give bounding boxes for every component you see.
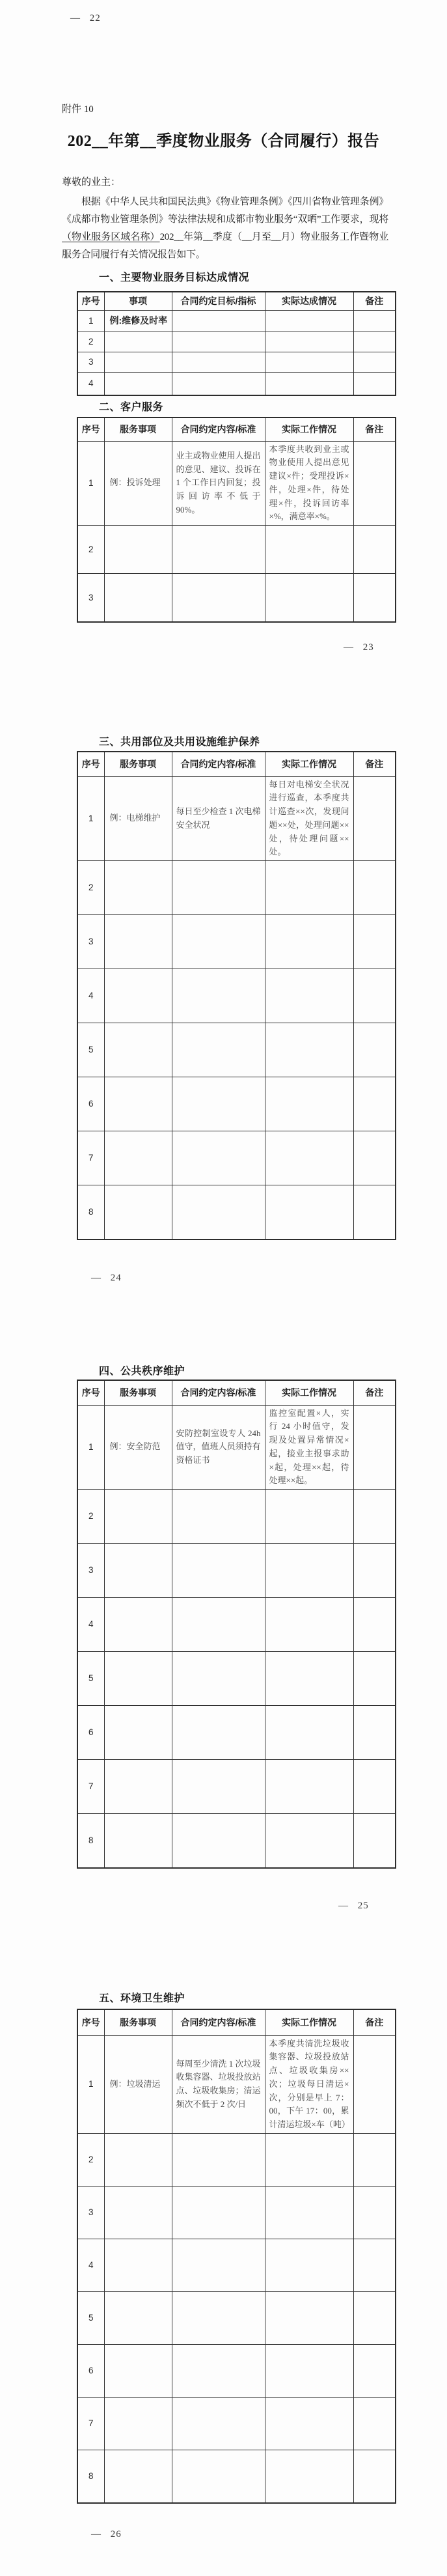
table-cell xyxy=(265,1131,353,1185)
table-header-cell: 备注 xyxy=(353,292,396,310)
row-index-cell: 8 xyxy=(77,1814,104,1868)
table-row xyxy=(77,1077,396,1131)
table-cell xyxy=(265,861,353,915)
table-cell xyxy=(104,1706,172,1760)
table-row xyxy=(77,2345,396,2398)
table-cell xyxy=(353,332,396,352)
table-cell xyxy=(172,861,265,915)
table-cell xyxy=(265,526,353,574)
table-cell xyxy=(104,2292,172,2345)
table-row xyxy=(77,2035,396,2134)
table-cell xyxy=(353,1131,396,1185)
page-number: — 22 xyxy=(70,13,101,23)
table-cell xyxy=(104,1077,172,1131)
attachment-label: 附件 10 xyxy=(62,104,94,115)
row-index-cell: 3 xyxy=(77,915,104,969)
table-cell xyxy=(353,915,396,969)
table-header-cell: 实际工作情况 xyxy=(265,1380,353,1405)
table-row xyxy=(77,1490,396,1544)
table-header-cell: 备注 xyxy=(353,2009,396,2035)
table-cell xyxy=(172,1760,265,1814)
table-cell: 业主或物业使用人提出的意见、建议、投诉在 1 个工作日内回复；投诉回访率不低于 90%。 xyxy=(172,441,265,526)
table-cell xyxy=(172,372,265,395)
table-row xyxy=(77,1760,396,1814)
table-cell xyxy=(353,2398,396,2450)
table-cell xyxy=(104,1814,172,1868)
table-cell xyxy=(172,969,265,1023)
table-row xyxy=(77,915,396,969)
table-row xyxy=(77,776,396,861)
section-heading-public-order: 四、公共秩序维护 xyxy=(99,1366,185,1377)
table-header-cell: 备注 xyxy=(353,418,396,441)
table-cell xyxy=(353,2450,396,2503)
table-cell: 例：投诉处理 xyxy=(104,441,172,526)
table-cell xyxy=(353,352,396,372)
row-index-cell: 7 xyxy=(77,2398,104,2450)
table-row xyxy=(77,1706,396,1760)
public-order-table xyxy=(77,1380,396,1869)
row-index-cell: 1 xyxy=(77,776,104,861)
table-row xyxy=(77,2398,396,2450)
table-row xyxy=(77,2239,396,2292)
table-cell xyxy=(104,526,172,574)
table-row xyxy=(77,1405,396,1490)
row-index-cell: 1 xyxy=(77,441,104,526)
page-number: — 25 xyxy=(338,1901,369,1911)
table-row xyxy=(77,861,396,915)
intro-underlined-blank: （物业服务区域名称） xyxy=(62,232,160,242)
table-cell xyxy=(265,2398,353,2450)
table-row xyxy=(77,969,396,1023)
row-index-cell: 2 xyxy=(77,1490,104,1544)
facilities-maintenance-table xyxy=(77,751,396,1240)
table-row xyxy=(77,2187,396,2239)
table-cell xyxy=(172,1598,265,1652)
table-cell xyxy=(353,969,396,1023)
table-cell xyxy=(172,574,265,622)
table-header-cell: 合同约定内容/标准 xyxy=(172,752,265,776)
table-row xyxy=(77,2450,396,2503)
table-row xyxy=(77,1652,396,1706)
table-cell xyxy=(104,372,172,395)
table-cell xyxy=(104,915,172,969)
table-cell xyxy=(104,861,172,915)
table-cell xyxy=(265,2292,353,2345)
salutation: 尊敬的业主： xyxy=(62,177,121,188)
table-row xyxy=(77,1185,396,1239)
row-index-cell: 3 xyxy=(77,352,104,372)
table-cell xyxy=(172,2398,265,2450)
table-header-cell: 合同约定内容/标准 xyxy=(172,2009,265,2035)
table-cell xyxy=(353,2134,396,2187)
customer-service-table xyxy=(77,417,396,623)
table-row xyxy=(77,1814,396,1868)
table-header-cell: 服务事项 xyxy=(104,752,172,776)
page-number: — 23 xyxy=(344,642,374,653)
table-cell xyxy=(172,1544,265,1598)
row-index-cell: 3 xyxy=(77,1544,104,1598)
table-cell xyxy=(265,332,353,352)
table-header-cell: 合同约定内容/标准 xyxy=(172,418,265,441)
table-cell xyxy=(172,1131,265,1185)
table-cell: 例：安全防范 xyxy=(104,1405,172,1490)
intro-paragraph xyxy=(62,193,388,264)
table-header-cell: 合同约定内容/标准 xyxy=(172,1380,265,1405)
row-index-cell: 1 xyxy=(77,1405,104,1490)
table-row xyxy=(77,1023,396,1077)
table-header-cell: 服务事项 xyxy=(104,418,172,441)
table-cell xyxy=(353,1760,396,1814)
table-cell xyxy=(172,526,265,574)
row-index-cell: 7 xyxy=(77,1760,104,1814)
intro-text-after: 202__年第__季度（__月至__月）物业服务工作暨物业服务合同履行有关情况报告如下。 xyxy=(62,232,388,260)
table-cell xyxy=(353,2239,396,2292)
table-cell xyxy=(353,776,396,861)
table-cell xyxy=(353,2345,396,2398)
row-index-cell: 4 xyxy=(77,969,104,1023)
row-index-cell: 8 xyxy=(77,1185,104,1239)
sanitation-table xyxy=(77,2009,396,2504)
table-cell xyxy=(353,1598,396,1652)
table-cell xyxy=(353,1185,396,1239)
table-cell xyxy=(353,526,396,574)
row-index-cell: 1 xyxy=(77,2035,104,2134)
table-cell xyxy=(265,1077,353,1131)
table-row xyxy=(77,1598,396,1652)
row-index-cell: 2 xyxy=(77,861,104,915)
row-index-cell: 5 xyxy=(77,2292,104,2345)
table-cell xyxy=(353,1077,396,1131)
table-cell xyxy=(353,1023,396,1077)
table-cell xyxy=(172,2450,265,2503)
table-cell xyxy=(353,1490,396,1544)
table-cell xyxy=(265,2239,353,2292)
table-header-cell: 序号 xyxy=(77,1380,104,1405)
table-cell xyxy=(172,1490,265,1544)
table-cell xyxy=(265,915,353,969)
table-cell: 例：垃圾清运 xyxy=(104,2035,172,2134)
page-number: — 26 xyxy=(91,2529,122,2540)
table-header-row xyxy=(77,752,396,776)
table-cell xyxy=(104,2345,172,2398)
row-index-cell: 3 xyxy=(77,574,104,622)
row-index-cell: 5 xyxy=(77,1023,104,1077)
table-cell xyxy=(265,352,353,372)
table-cell xyxy=(172,1652,265,1706)
table-row xyxy=(77,2292,396,2345)
table-cell xyxy=(104,2239,172,2292)
table-cell xyxy=(353,574,396,622)
table-cell xyxy=(265,2450,353,2503)
table-cell: 每周至少清洗 1 次垃圾收集容器、垃圾投放站点、垃圾收集房；清运频次不低于 2 次/日 xyxy=(172,2035,265,2134)
table-cell xyxy=(104,1652,172,1706)
table-cell xyxy=(172,1814,265,1868)
table-cell xyxy=(104,1490,172,1544)
table-cell: 每日至少检查 1 次电梯安全状况 xyxy=(172,776,265,861)
row-index-cell: 7 xyxy=(77,1131,104,1185)
table-cell xyxy=(172,2292,265,2345)
table-row xyxy=(77,526,396,574)
table-header-cell: 服务事项 xyxy=(104,2009,172,2035)
table-cell xyxy=(265,310,353,332)
table-cell xyxy=(353,1706,396,1760)
table-cell xyxy=(104,2450,172,2503)
table-cell xyxy=(172,1077,265,1131)
table-header-cell: 序号 xyxy=(77,752,104,776)
table-cell xyxy=(353,2292,396,2345)
table-cell xyxy=(104,574,172,622)
table-header-row xyxy=(77,1380,396,1405)
table-cell xyxy=(104,2187,172,2239)
table-cell: 例:维修及时率 xyxy=(104,310,172,332)
table-cell xyxy=(172,2187,265,2239)
page-number: — 24 xyxy=(91,1273,122,1283)
table-cell: 本季度共清洗垃圾收集容器、垃圾投放站点、垃圾收集房××次；垃圾每日清运×次，分别是早上 7：00，下午 17：00，累计清运垃圾×车（吨） xyxy=(265,2035,353,2134)
table-header-cell: 合同约定目标/指标 xyxy=(172,292,265,310)
table-header-cell: 实际工作情况 xyxy=(265,2009,353,2035)
table-cell: 每日对电梯安全状况进行巡查，本季度共计巡查××次，发现问题××处，处理问题××处，待处理问题××处。 xyxy=(265,776,353,861)
table-cell xyxy=(172,1185,265,1239)
row-index-cell: 4 xyxy=(77,372,104,395)
table-cell xyxy=(265,2345,353,2398)
table-cell xyxy=(265,372,353,395)
row-index-cell: 6 xyxy=(77,1706,104,1760)
table-cell xyxy=(104,1760,172,1814)
table-row xyxy=(77,441,396,526)
table-cell xyxy=(172,2239,265,2292)
row-index-cell: 4 xyxy=(77,1598,104,1652)
table-cell xyxy=(353,372,396,395)
table-cell xyxy=(265,1185,353,1239)
table-cell xyxy=(172,352,265,372)
row-index-cell: 4 xyxy=(77,2239,104,2292)
table-header-cell: 备注 xyxy=(353,1380,396,1405)
section-heading-facilities: 三、共用部位及共用设施维护保养 xyxy=(99,737,260,748)
table-cell xyxy=(172,332,265,352)
table-cell xyxy=(265,1760,353,1814)
table-cell xyxy=(265,1490,353,1544)
goals-table xyxy=(77,291,396,396)
table-cell xyxy=(353,1652,396,1706)
table-cell xyxy=(265,1023,353,1077)
table-cell xyxy=(172,1023,265,1077)
table-row xyxy=(77,372,396,395)
table-cell xyxy=(104,1131,172,1185)
table-header-cell: 服务事项 xyxy=(104,1380,172,1405)
table-cell xyxy=(104,2134,172,2187)
table-row xyxy=(77,1544,396,1598)
table-cell xyxy=(265,574,353,622)
table-cell xyxy=(104,1598,172,1652)
table-header-cell: 事项 xyxy=(104,292,172,310)
table-row xyxy=(77,1131,396,1185)
table-cell xyxy=(172,2345,265,2398)
table-row xyxy=(77,352,396,372)
table-row xyxy=(77,574,396,622)
table-cell xyxy=(353,441,396,526)
table-cell xyxy=(353,861,396,915)
table-cell xyxy=(265,1652,353,1706)
table-header-cell: 实际达成情况 xyxy=(265,292,353,310)
table-cell xyxy=(104,2398,172,2450)
row-index-cell: 5 xyxy=(77,1652,104,1706)
table-cell xyxy=(104,969,172,1023)
section-heading-customer-service: 二、客户服务 xyxy=(99,402,164,413)
table-cell xyxy=(265,1598,353,1652)
table-cell: 监控室配置×人，实行 24 小时值守，发现及处置异常情况×起，接业主报事求助×起，处理××起，待处理××起。 xyxy=(265,1405,353,1490)
table-header-cell: 实际工作情况 xyxy=(265,418,353,441)
table-cell xyxy=(265,2187,353,2239)
table-cell xyxy=(172,915,265,969)
row-index-cell: 2 xyxy=(77,526,104,574)
row-index-cell: 1 xyxy=(77,310,104,332)
table-header-row xyxy=(77,292,396,310)
table-row xyxy=(77,2134,396,2187)
row-index-cell: 6 xyxy=(77,2345,104,2398)
table-cell xyxy=(265,1544,353,1598)
table-cell xyxy=(104,332,172,352)
table-cell: 安防控制室设专人 24h 值守，值班人员须持有资格证书 xyxy=(172,1405,265,1490)
table-row xyxy=(77,310,396,332)
document-title: 202__年第__季度物业服务（合同履行）报告 xyxy=(67,133,380,150)
table-cell xyxy=(104,352,172,372)
table-header-cell: 实际工作情况 xyxy=(265,752,353,776)
table-cell xyxy=(265,969,353,1023)
table-cell xyxy=(353,2035,396,2134)
table-cell xyxy=(353,1814,396,1868)
table-header-cell: 序号 xyxy=(77,418,104,441)
row-index-cell: 2 xyxy=(77,2134,104,2187)
table-cell xyxy=(265,1706,353,1760)
table-header-row xyxy=(77,418,396,441)
table-cell xyxy=(265,1814,353,1868)
table-header-cell: 序号 xyxy=(77,2009,104,2035)
section-heading-goals: 一、主要物业服务目标达成情况 xyxy=(99,272,250,283)
table-cell xyxy=(353,1544,396,1598)
table-header-row xyxy=(77,2009,396,2035)
table-cell xyxy=(172,310,265,332)
table-cell xyxy=(265,2134,353,2187)
row-index-cell: 2 xyxy=(77,332,104,352)
table-header-cell: 序号 xyxy=(77,292,104,310)
table-row xyxy=(77,332,396,352)
table-cell: 例：电梯维护 xyxy=(104,776,172,861)
row-index-cell: 3 xyxy=(77,2187,104,2239)
table-cell xyxy=(172,1706,265,1760)
table-header-cell: 备注 xyxy=(353,752,396,776)
table-cell xyxy=(353,310,396,332)
table-cell xyxy=(353,2187,396,2239)
table-cell xyxy=(172,2134,265,2187)
row-index-cell: 8 xyxy=(77,2450,104,2503)
table-cell: 本季度共收到业主或物业使用人提出意见建议×件；受理投诉×件，处理×件，待处理×件，投诉回访率×%，满意率×%。 xyxy=(265,441,353,526)
intro-text-before: 根据《中华人民共和国民法典》《物业管理条例》《四川省物业管理条例》《成都市物业管理条例》等法律法规和成都市物业服务“双晒”工作要求，现将 xyxy=(62,197,388,225)
section-heading-sanitation: 五、环境卫生维护 xyxy=(99,1993,185,2004)
table-cell xyxy=(353,1405,396,1490)
table-cell xyxy=(104,1185,172,1239)
table-cell xyxy=(104,1023,172,1077)
row-index-cell: 6 xyxy=(77,1077,104,1131)
table-cell xyxy=(104,1544,172,1598)
